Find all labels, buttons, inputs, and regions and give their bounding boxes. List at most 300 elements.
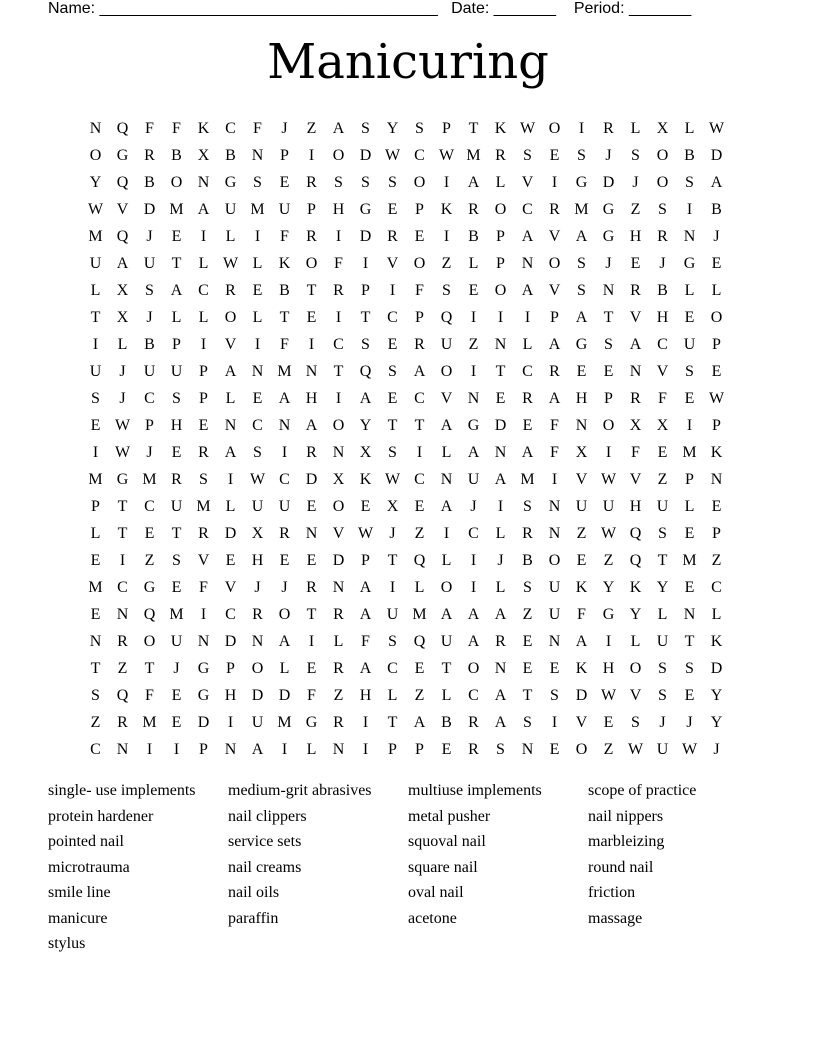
grid-letter: A xyxy=(494,606,507,623)
grid-letter: S xyxy=(253,444,262,461)
grid-letter: U xyxy=(89,363,102,380)
grid-letter: C xyxy=(522,363,533,380)
grid-letter: K xyxy=(359,471,372,488)
grid-letter: E xyxy=(90,552,101,569)
grid-letter: V xyxy=(575,714,588,731)
word-list-item: manicure xyxy=(48,909,108,927)
grid-row xyxy=(82,115,742,142)
grid-letter: V xyxy=(197,552,210,569)
grid-letter: G xyxy=(143,579,156,596)
grid-letter: H xyxy=(251,552,264,569)
grid-letter: Q xyxy=(629,525,642,542)
grid-letter: X xyxy=(386,498,399,515)
grid-letter: E xyxy=(549,660,560,677)
grid-letter: E xyxy=(684,687,695,704)
grid-letter: I xyxy=(92,444,99,461)
grid-letter: F xyxy=(658,390,667,407)
grid-letter: I xyxy=(470,579,477,596)
grid-letter: P xyxy=(415,741,424,758)
grid-row xyxy=(82,196,742,223)
grid-letter: R xyxy=(198,444,209,461)
grid-letter: S xyxy=(91,390,100,407)
grid-letter: G xyxy=(359,201,372,218)
grid-letter: Z xyxy=(144,552,155,569)
word-list-item: nail clippers xyxy=(228,807,307,825)
grid-letter: N xyxy=(332,444,345,461)
grid-letter: B xyxy=(279,282,290,299)
grid-letter: I xyxy=(308,336,315,353)
grid-letter: M xyxy=(682,552,697,569)
grid-letter: J xyxy=(146,444,153,461)
grid-letter: C xyxy=(468,687,479,704)
grid-letter: C xyxy=(414,390,425,407)
grid-letter: O xyxy=(656,174,669,191)
grid-letter: S xyxy=(685,660,694,677)
grid-row xyxy=(82,358,742,385)
grid-letter: V xyxy=(629,309,642,326)
grid-letter: L xyxy=(522,336,533,353)
grid-letter: L xyxy=(306,741,317,758)
grid-letter: A xyxy=(521,228,534,245)
grid-letter: R xyxy=(468,741,479,758)
grid-letter: I xyxy=(551,174,558,191)
grid-letter: U xyxy=(224,201,237,218)
grid-letter: J xyxy=(146,228,153,245)
grid-letter: N xyxy=(629,363,642,380)
grid-letter: N xyxy=(467,390,480,407)
word-list-item: massage xyxy=(588,909,643,927)
grid-letter: E xyxy=(576,363,587,380)
name-field[interactable]: Name: ______________________________________ xyxy=(48,0,438,17)
grid-letter: R xyxy=(657,228,668,245)
grid-letter: R xyxy=(630,390,641,407)
grid-letter: V xyxy=(656,363,669,380)
grid-letter: I xyxy=(227,471,234,488)
grid-letter: N xyxy=(575,417,588,434)
grid-letter: R xyxy=(468,201,479,218)
grid-letter: K xyxy=(575,579,588,596)
grid-letter: L xyxy=(117,336,128,353)
grid-letter: Z xyxy=(630,201,641,218)
grid-letter: O xyxy=(494,201,507,218)
grid-row xyxy=(82,304,742,331)
grid-letter: S xyxy=(685,174,694,191)
grid-letter: C xyxy=(279,471,290,488)
grid-letter: K xyxy=(278,255,291,272)
grid-letter: A xyxy=(359,579,372,596)
grid-letter: S xyxy=(523,147,532,164)
grid-letter: T xyxy=(603,309,614,326)
word-list-item: service sets xyxy=(228,833,302,850)
grid-letter: N xyxy=(683,228,696,245)
grid-letter: S xyxy=(388,444,397,461)
grid-letter: O xyxy=(332,147,345,164)
grid-letter: G xyxy=(224,174,237,191)
grid-letter: L xyxy=(198,255,209,272)
grid-letter: D xyxy=(224,525,237,542)
grid-letter: G xyxy=(467,417,480,434)
grid-letter: E xyxy=(225,552,236,569)
grid-letter: I xyxy=(497,309,504,326)
word-list-item: friction xyxy=(588,884,636,901)
grid-letter: E xyxy=(495,390,506,407)
grid-letter: E xyxy=(711,498,722,515)
grid-letter: I xyxy=(362,714,369,731)
grid-letter: G xyxy=(116,147,129,164)
grid-letter: X xyxy=(629,417,642,434)
grid-letter: F xyxy=(361,633,370,650)
grid-letter: N xyxy=(251,147,264,164)
grid-letter: L xyxy=(495,174,506,191)
date-field[interactable]: Date: _______ xyxy=(451,0,557,17)
grid-letter: S xyxy=(523,498,532,515)
grid-letter: R xyxy=(333,660,344,677)
grid-letter: E xyxy=(414,228,425,245)
grid-letter: O xyxy=(413,174,426,191)
grid-letter: A xyxy=(494,471,507,488)
grid-letter: P xyxy=(199,363,208,380)
grid-letter: N xyxy=(305,525,318,542)
grid-letter: Z xyxy=(576,525,587,542)
grid-letter: T xyxy=(279,309,290,326)
grid-letter: A xyxy=(359,606,372,623)
grid-letter: G xyxy=(602,228,615,245)
grid-letter: L xyxy=(252,309,263,326)
grid-letter: T xyxy=(90,660,101,677)
grid-row xyxy=(82,439,742,466)
grid-letter: I xyxy=(443,525,450,542)
grid-letter: E xyxy=(603,363,614,380)
grid-letter: W xyxy=(114,444,131,461)
grid-letter: N xyxy=(89,120,102,137)
grid-row xyxy=(82,655,742,682)
grid-letter: P xyxy=(712,525,721,542)
grid-letter: A xyxy=(494,687,507,704)
grid-letter: U xyxy=(251,714,264,731)
grid-letter: P xyxy=(172,336,181,353)
grid-letter: S xyxy=(658,687,667,704)
grid-letter: C xyxy=(225,606,236,623)
grid-letter: F xyxy=(145,120,154,137)
grid-letter: I xyxy=(578,120,585,137)
grid-letter: T xyxy=(306,282,317,299)
grid-letter: O xyxy=(548,120,561,137)
grid-letter: F xyxy=(280,336,289,353)
grid-letter: Q xyxy=(440,309,453,326)
grid-letter: U xyxy=(89,255,102,272)
grid-letter: T xyxy=(306,606,317,623)
grid-letter: Q xyxy=(413,552,426,569)
grid-letter: Z xyxy=(441,255,452,272)
grid-letter: L xyxy=(495,525,506,542)
grid-letter: Z xyxy=(414,687,425,704)
grid-letter: R xyxy=(252,606,263,623)
grid-letter: P xyxy=(496,255,505,272)
grid-letter: R xyxy=(171,471,182,488)
grid-letter: A xyxy=(575,228,588,245)
grid-letter: R xyxy=(522,525,533,542)
grid-letter: T xyxy=(495,363,506,380)
word-list-item: square nail xyxy=(408,858,478,876)
period-field[interactable]: Period: _______ xyxy=(573,0,692,17)
grid-letter: N xyxy=(116,741,129,758)
grid-letter: W xyxy=(708,390,725,407)
grid-letter: R xyxy=(117,714,128,731)
grid-letter: P xyxy=(199,390,208,407)
grid-letter: Y xyxy=(656,579,669,596)
grid-letter: T xyxy=(171,255,182,272)
grid-letter: V xyxy=(332,525,345,542)
word-list-item: oval nail xyxy=(408,884,464,901)
grid-letter: L xyxy=(441,552,452,569)
grid-letter: L xyxy=(279,660,290,677)
grid-letter: P xyxy=(280,147,289,164)
grid-letter: N xyxy=(305,363,318,380)
grid-letter: U xyxy=(683,336,696,353)
grid-letter: I xyxy=(362,255,369,272)
grid-letter: L xyxy=(711,282,722,299)
grid-letter: N xyxy=(521,741,534,758)
grid-letter: N xyxy=(548,633,561,650)
grid-letter: N xyxy=(251,363,264,380)
grid-letter: V xyxy=(548,228,561,245)
grid-letter: P xyxy=(91,498,100,515)
grid-letter: N xyxy=(278,417,291,434)
grid-letter: N xyxy=(494,336,507,353)
grid-letter: R xyxy=(306,444,317,461)
grid-letter: D xyxy=(359,228,372,245)
grid-letter: R xyxy=(333,714,344,731)
grid-row xyxy=(82,223,742,250)
grid-letter: E xyxy=(711,255,722,272)
grid-letter: O xyxy=(89,147,102,164)
grid-letter: E xyxy=(387,336,398,353)
grid-letter: S xyxy=(577,255,586,272)
grid-letter: M xyxy=(169,201,184,218)
grid-letter: I xyxy=(308,147,315,164)
grid-letter: P xyxy=(415,201,424,218)
grid-letter: W xyxy=(600,525,617,542)
grid-letter: R xyxy=(144,147,155,164)
grid-letter: I xyxy=(200,336,207,353)
grid-letter: A xyxy=(413,714,426,731)
grid-letter: U xyxy=(548,579,561,596)
grid-letter: Q xyxy=(116,687,129,704)
grid-letter: G xyxy=(197,687,210,704)
grid-letter: I xyxy=(308,633,315,650)
grid-letter: E xyxy=(90,606,101,623)
grid-row xyxy=(82,169,742,196)
grid-letter: X xyxy=(116,282,129,299)
grid-letter: L xyxy=(468,255,479,272)
grid-letter: A xyxy=(359,660,372,677)
word-list-item: protein hardener xyxy=(48,807,154,825)
grid-letter: S xyxy=(388,363,397,380)
grid-letter: P xyxy=(550,309,559,326)
grid-letter: R xyxy=(549,201,560,218)
grid-letter: I xyxy=(551,714,558,731)
grid-letter: L xyxy=(225,390,236,407)
grid-letter: U xyxy=(278,201,291,218)
grid-letter: N xyxy=(197,174,210,191)
grid-letter: U xyxy=(170,363,183,380)
grid-letter: E xyxy=(414,498,425,515)
grid-letter: R xyxy=(198,525,209,542)
grid-letter: P xyxy=(496,228,505,245)
grid-letter: S xyxy=(658,660,667,677)
grid-letter: Z xyxy=(603,552,614,569)
grid-letter: P xyxy=(604,390,613,407)
grid-letter: D xyxy=(197,714,210,731)
grid-letter: U xyxy=(575,498,588,515)
grid-letter: W xyxy=(519,120,536,137)
grid-letter: S xyxy=(361,174,370,191)
grid-letter: V xyxy=(548,282,561,299)
grid-letter: D xyxy=(278,687,291,704)
grid-letter: Y xyxy=(386,120,399,137)
grid-letter: N xyxy=(197,633,210,650)
grid-letter: N xyxy=(710,471,723,488)
grid-letter: U xyxy=(170,498,183,515)
grid-letter: B xyxy=(468,228,479,245)
grid-row xyxy=(82,277,742,304)
grid-row xyxy=(82,709,742,736)
grid-letter: J xyxy=(119,363,126,380)
grid-letter: O xyxy=(305,255,318,272)
grid-letter: C xyxy=(468,525,479,542)
grid-letter: L xyxy=(333,633,344,650)
word-list-item: acetone xyxy=(408,909,457,927)
grid-letter: A xyxy=(467,444,480,461)
grid-letter: D xyxy=(332,552,345,569)
grid-letter: M xyxy=(277,363,292,380)
grid-letter: U xyxy=(386,606,399,623)
grid-letter: U xyxy=(467,471,480,488)
grid-letter: N xyxy=(224,417,237,434)
grid-letter: M xyxy=(88,579,103,596)
grid-letter: B xyxy=(225,147,236,164)
grid-letter: U xyxy=(656,741,669,758)
grid-letter: H xyxy=(602,660,615,677)
grid-letter: B xyxy=(657,282,668,299)
grid-letter: F xyxy=(199,579,208,596)
grid-letter: K xyxy=(710,633,723,650)
grid-letter: Q xyxy=(629,552,642,569)
grid-letter: S xyxy=(550,687,559,704)
grid-letter: A xyxy=(467,633,480,650)
grid-letter: P xyxy=(712,336,721,353)
grid-letter: L xyxy=(495,579,506,596)
grid-letter: A xyxy=(305,417,318,434)
grid-letter: O xyxy=(440,363,453,380)
grid-letter: T xyxy=(387,552,398,569)
grid-letter: F xyxy=(550,417,559,434)
word-list-item: squoval nail xyxy=(408,833,486,850)
grid-letter: M xyxy=(169,606,184,623)
grid-letter: I xyxy=(173,741,180,758)
grid-letter: T xyxy=(387,417,398,434)
grid-letter: X xyxy=(359,444,372,461)
grid-letter: S xyxy=(523,579,532,596)
grid-row xyxy=(82,547,742,574)
grid-letter: A xyxy=(413,363,426,380)
grid-letter: Q xyxy=(413,633,426,650)
grid-letter: L xyxy=(657,606,668,623)
grid-letter: C xyxy=(522,201,533,218)
grid-letter: E xyxy=(387,201,398,218)
grid-letter: E xyxy=(684,390,695,407)
word-list-item: single- use implements xyxy=(48,782,196,799)
grid-letter: E xyxy=(684,525,695,542)
grid-letter: C xyxy=(252,417,263,434)
grid-letter: T xyxy=(468,120,479,137)
word-search-grid xyxy=(82,115,742,763)
grid-letter: Y xyxy=(629,606,642,623)
grid-letter: U xyxy=(548,606,561,623)
grid-letter: Q xyxy=(359,363,372,380)
grid-letter: R xyxy=(495,633,506,650)
grid-letter: S xyxy=(172,552,181,569)
grid-letter: A xyxy=(278,633,291,650)
grid-letter: Q xyxy=(116,228,129,245)
grid-letter: L xyxy=(252,255,263,272)
grid-letter: R xyxy=(603,120,614,137)
grid-letter: H xyxy=(656,309,669,326)
grid-letter: H xyxy=(170,417,183,434)
grid-letter: R xyxy=(279,525,290,542)
grid-letter: X xyxy=(575,444,588,461)
grid-letter: G xyxy=(575,174,588,191)
grid-letter: I xyxy=(686,417,693,434)
grid-letter: O xyxy=(575,741,588,758)
page-title: Manicuring xyxy=(267,34,549,90)
grid-letter: O xyxy=(332,498,345,515)
grid-letter: D xyxy=(602,174,615,191)
grid-letter: S xyxy=(388,174,397,191)
grid-letter: R xyxy=(522,390,533,407)
grid-letter: K xyxy=(575,660,588,677)
word-list-item: round nail xyxy=(588,858,654,876)
grid-letter: L xyxy=(171,309,182,326)
grid-letter: E xyxy=(711,363,722,380)
grid-letter: D xyxy=(224,633,237,650)
grid-letter: I xyxy=(524,309,531,326)
grid-letter: A xyxy=(521,444,534,461)
grid-row xyxy=(82,628,742,655)
grid-letter: M xyxy=(520,471,535,488)
grid-letter: B xyxy=(522,552,533,569)
grid-letter: W xyxy=(600,687,617,704)
grid-letter: S xyxy=(442,282,451,299)
grid-letter: C xyxy=(387,660,398,677)
grid-letter: V xyxy=(575,471,588,488)
grid-letter: T xyxy=(684,633,695,650)
grid-letter: O xyxy=(494,282,507,299)
grid-letter: L xyxy=(387,687,398,704)
word-list-item: metal pusher xyxy=(408,807,491,825)
grid-letter: O xyxy=(143,633,156,650)
grid-letter: J xyxy=(470,498,477,515)
grid-letter: R xyxy=(468,714,479,731)
grid-letter: M xyxy=(682,444,697,461)
grid-letter: E xyxy=(630,255,641,272)
grid-letter: R xyxy=(306,174,317,191)
grid-letter: J xyxy=(713,228,720,245)
grid-letter: D xyxy=(251,687,264,704)
grid-letter: L xyxy=(684,282,695,299)
grid-letter: E xyxy=(468,282,479,299)
grid-letter: P xyxy=(361,282,370,299)
